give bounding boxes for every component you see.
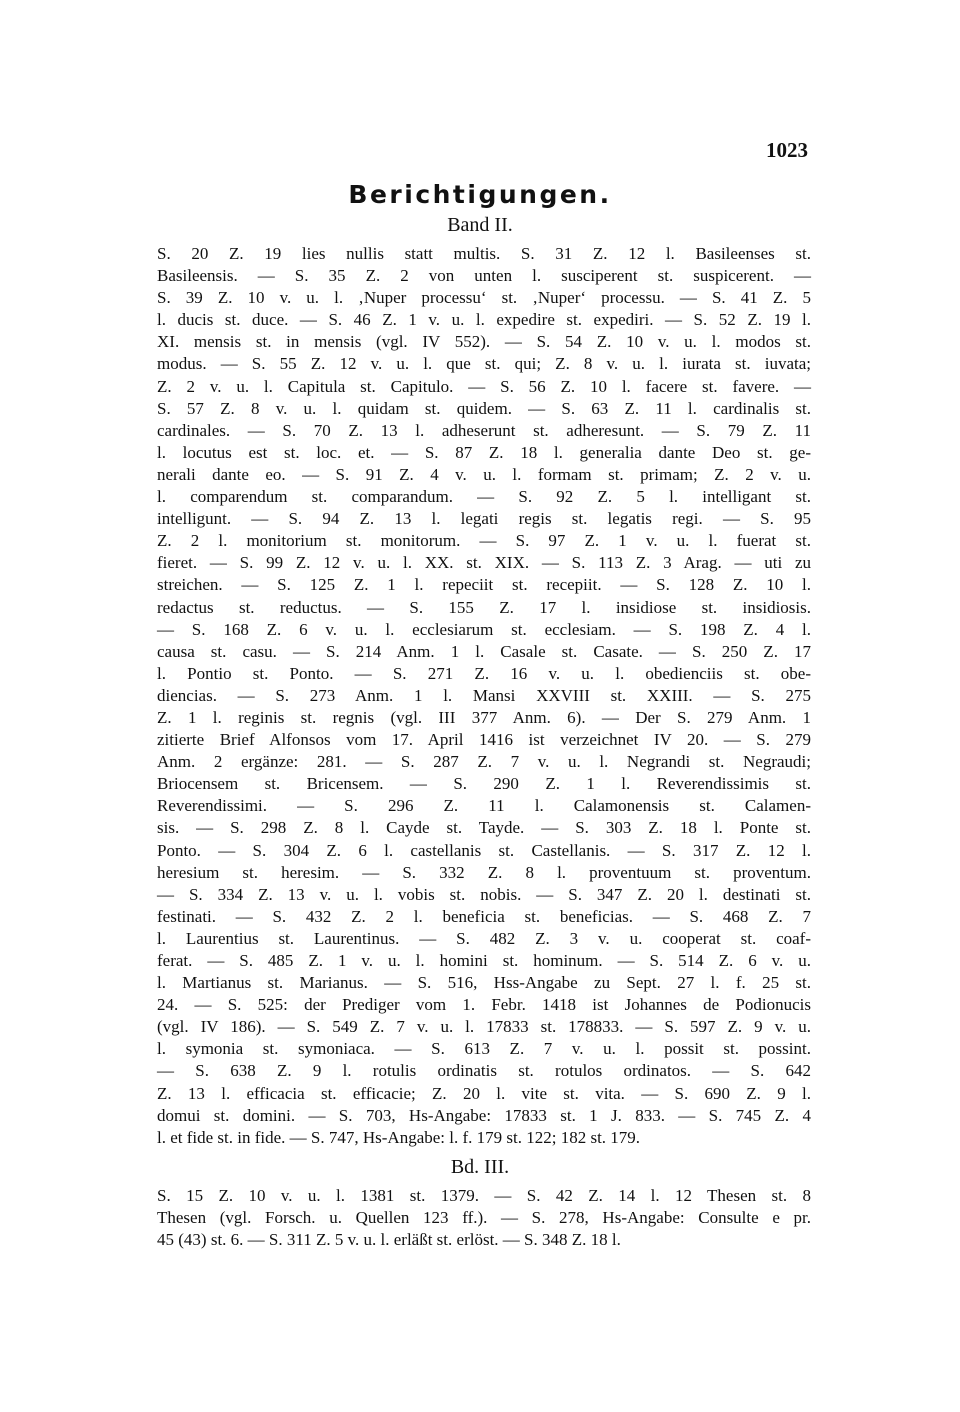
text-line: — S. 334 Z. 13 v. u. l. vobis st. nobis. — S. 347 Z. 20 l. destinati st. bbox=[157, 884, 811, 904]
text-line: ferat. — S. 485 Z. 1 v. u. l. homini st. hominum. — S. 514 Z. 6 v. u. bbox=[157, 951, 811, 970]
text-line: Reverendissimi. — S. 296 Z. 11 l. Calamonensis st. Calamen- bbox=[157, 796, 811, 816]
text-line: S. 20 Z. 19 lies nullis statt multis. S. 31 Z. 12 l. Basileenses st. bbox=[157, 244, 811, 263]
text-line: Z. 2 v. u. l. Capitula st. Capitulo. — S. 56 Z. 10 l. facere st. favere. — bbox=[157, 376, 811, 396]
page-number: 1023 bbox=[766, 138, 808, 162]
section-title-band-3: Bd. III. bbox=[450, 1156, 510, 1178]
text-line: Anm. 2 ergänze: 281. — S. 287 Z. 7 v. u. l. Negrandi st. Negraudi; bbox=[157, 752, 811, 772]
section-body-band-3 bbox=[157, 1185, 811, 1251]
section-title-band-2: Band II. bbox=[447, 214, 513, 236]
text-line: Z. 1 l. reginis st. regnis (vgl. III 377 Anm. 6). — Der S. 279 Anm. 1 bbox=[157, 707, 811, 727]
text-line: sis. — S. 298 Z. 8 l. Cayde st. Tayde. — S. 303 Z. 18 l. Ponte st. bbox=[157, 818, 811, 838]
text-line: fieret. — S. 99 Z. 12 v. u. l. XX. st. XIX. — S. 113 Z. 3 Arag. — uti zu bbox=[157, 553, 811, 573]
text-line: domui st. domini. — S. 703, Hs-Angabe: 17833 st. 1 J. 833. — S. 745 Z. 4 bbox=[157, 1105, 811, 1125]
text-line: l. et fide st. in fide. — S. 747, Hs-Angabe: l. f. 179 st. 122; 182 st. 179. bbox=[157, 1127, 641, 1147]
text-line: 24. — S. 525: der Prediger vom 1. Febr. 1418 ist Johannes de Podionucis bbox=[157, 995, 811, 1015]
text-line: Ponto. — S. 304 Z. 6 l. castellanis st. Castellanis. — S. 317 Z. 12 l. bbox=[157, 840, 811, 860]
text-line: l. locutus est st. loc. et. — S. 87 Z. 18 l. generalia dante Deo st. ge- bbox=[157, 442, 811, 462]
text-line: intelligunt. — S. 94 Z. 13 l. legati regis st. legatis regi. — S. 95 bbox=[157, 509, 811, 529]
text-line: streichen. — S. 125 Z. 1 l. repeciit st. recepiit. — S. 128 Z. 10 l. bbox=[157, 575, 811, 595]
text-line: l. ducis st. duce. — S. 46 Z. 1 v. u. l. expedire st. expediri. — S. 52 Z. 19 l. bbox=[157, 310, 811, 330]
text-line: (vgl. IV 186). — S. 549 Z. 7 v. u. l. 17833 st. 178833. — S. 597 Z. 9 v. u. bbox=[157, 1017, 811, 1037]
text-line: l. comparendum st. comparandum. — S. 92 Z. 5 l. intelligant st. bbox=[157, 487, 811, 507]
text-line: Z. 13 l. efficacia st. efficacie; Z. 20 l. vite st. vita. — S. 690 Z. 9 l. bbox=[157, 1083, 811, 1103]
text-line: l. Pontio st. Ponto. — S. 271 Z. 16 v. u. l. obedienciis st. obe- bbox=[157, 663, 811, 683]
text-line: causa st. casu. — S. 214 Anm. 1 l. Casale st. Casate. — S. 250 Z. 17 bbox=[157, 641, 811, 661]
text-line: Thesen (vgl. Forsch. u. Quellen 123 ff.). — S. 278, Hs-Angabe: Consulte e pr. bbox=[157, 1208, 811, 1228]
text-line: XI. mensis st. in mensis (vgl. IV 552). — S. 54 Z. 10 v. u. l. modos st. bbox=[157, 332, 811, 352]
text-line: festinati. — S. 432 Z. 2 l. beneficia st. beneficias. — S. 468 Z. 7 bbox=[157, 906, 811, 926]
text-line: — S. 168 Z. 6 v. u. l. ecclesiarum st. ecclesiam. — S. 198 Z. 4 l. bbox=[157, 619, 811, 639]
text-line: l. Laurentius st. Laurentinus. — S. 482 Z. 3 v. u. cooperat st. coaf- bbox=[157, 928, 811, 948]
page-heading: Berichtigungen. bbox=[348, 180, 612, 209]
text-line: — S. 638 Z. 9 l. rotulis ordinatis st. rotulos ordinatos. — S. 642 bbox=[157, 1061, 811, 1081]
text-line: 45 (43) st. 6. — S. 311 Z. 5 v. u. l. erläßt st. erlöst. — S. 348 Z. 18 l. bbox=[157, 1230, 621, 1250]
text-line: heresium st. heresim. — S. 332 Z. 8 l. proventuum st. proventum. bbox=[157, 862, 811, 882]
text-line: S. 15 Z. 10 v. u. l. 1381 st. 1379. — S. 42 Z. 14 l. 12 Thesen st. 8 bbox=[157, 1186, 811, 1205]
section-body-band-2 bbox=[157, 243, 811, 1149]
text-line: l. Martianus st. Marianus. — S. 516, Hss-Angabe zu Sept. 27 l. f. 25 st. bbox=[157, 973, 811, 993]
text-line: nerali dante eo. — S. 91 Z. 4 v. u. l. formam st. primam; Z. 2 v. u. bbox=[157, 464, 811, 484]
text-line: Basileensis. — S. 35 Z. 2 von unten l. susciperent st. suspicerent. — bbox=[157, 266, 811, 286]
text-line: l. symonia st. symoniaca. — S. 613 Z. 7 v. u. l. possit st. possint. bbox=[157, 1039, 811, 1059]
text-line: zitierte Brief Alfonsos vom 17. April 1416 ist verzeichnet IV 20. — S. 279 bbox=[157, 730, 811, 750]
text-line: diencias. — S. 273 Anm. 1 l. Mansi XXVIII st. XXIII. — S. 275 bbox=[157, 685, 811, 705]
text-line: Z. 2 l. monitorium st. monitorum. — S. 97 Z. 1 v. u. l. fuerat st. bbox=[157, 531, 811, 551]
text-line: S. 57 Z. 8 v. u. l. quidam st. quidem. — S. 63 Z. 11 l. cardinalis st. bbox=[157, 398, 811, 418]
text-line: cardinales. — S. 70 Z. 13 l. adheserunt st. adheresunt. — S. 79 Z. 11 bbox=[157, 420, 811, 440]
text-line: Briocensem st. Bricensem. — S. 290 Z. 1 l. Reverendissimis st. bbox=[157, 774, 811, 794]
text-line: redactus st. reductus. — S. 155 Z. 17 l. insidiose st. insidiosis. bbox=[157, 597, 811, 617]
text-line: S. 39 Z. 10 v. u. l. ‚Nuper processu‘ st. ‚Nuper‘ processu. — S. 41 Z. 5 bbox=[157, 288, 811, 308]
text-line: modus. — S. 55 Z. 12 v. u. l. que st. qui; Z. 8 v. u. l. iurata st. iuvata; bbox=[157, 354, 811, 374]
